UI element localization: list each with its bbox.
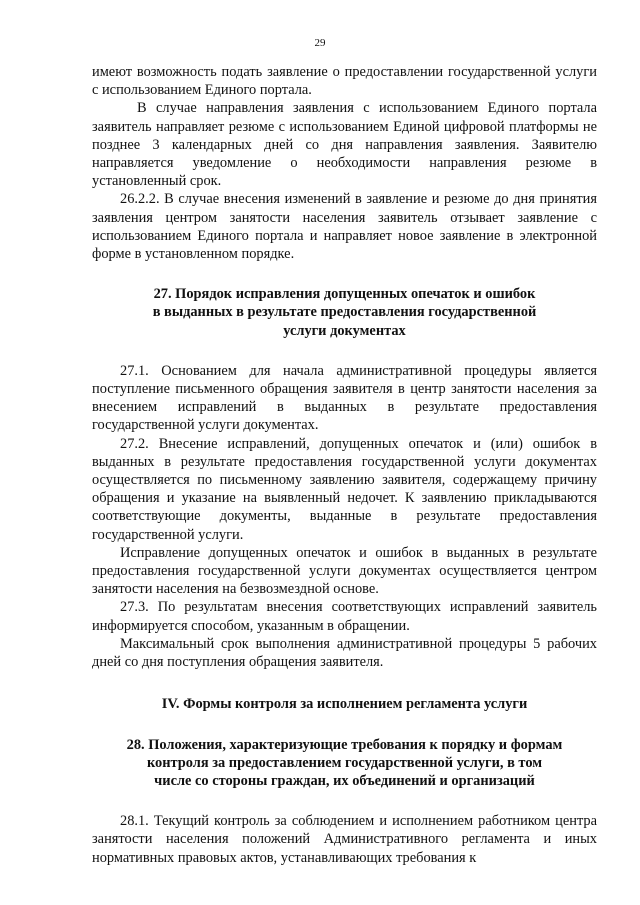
paragraph-27-3: 27.3. По результатам внесения соответствующих исправлений заявитель информируется способом, указанным в обращении. [92, 599, 597, 634]
heading-28-line-1: 28. Положения, характеризующие требования к порядку и формам [126, 736, 563, 753]
heading-28-line-2: контроля за предоставлением государственной услуги, в том [146, 754, 543, 771]
heading-27-line-1: 27. Порядок исправления допущенных опечаток и ошибок [153, 286, 536, 303]
document-body [92, 63, 597, 867]
page-number: 29 [314, 37, 326, 49]
heading-27-line-3: услуги документах [283, 322, 406, 339]
heading-section-28 [92, 736, 597, 791]
paragraph-resume-submission: В случае направления заявления с использованием Единого портала заявитель направляет резюме с использованием Единой цифровой платформы не позднее 3 календарных дней со дня направления заявления. Заявителю направляется уведомление о необходимости направления резюме в установленный срок. [92, 100, 597, 190]
heading-section-iv: IV. Формы контроля за исполнением регламента услуги [161, 696, 528, 713]
heading-27-line-2: в выданных в результате предоставления государственной [152, 304, 537, 321]
paragraph-continuation: имеют возможность подать заявление о предоставлении государственной услуги с использованием Единого портала. [92, 64, 597, 99]
paragraph-27-3-max-term: Максимальный срок выполнения административной процедуры 5 рабочих дней со дня поступления обращения заявителя. [92, 635, 597, 671]
paragraph-27-2-free-of-charge: Исправление допущенных опечаток и ошибок в выданных в результате предоставления государственной услуги документах осуществляется центром занятости населения на безвозмездной основе. [92, 544, 597, 598]
heading-28-line-3: числе со стороны граждан, их объединений и организаций [154, 772, 535, 789]
paragraph-28-1: 28.1. Текущий контроль за соблюдением и исполнением работником центра занятости населения положений Административного регламента и иных нормативных правовых актов, устанавливающих требования к [92, 813, 597, 866]
heading-section-27 [92, 285, 597, 340]
paragraph-27-1: 27.1. Основанием для начала административной процедуры является поступление письменного обращения заявителя в центр занятости населения за внесением исправлений в выданных в результате предоставления государственной услуги документах. [92, 362, 597, 434]
paragraph-27-2: 27.2. Внесение исправлений, допущенных опечаток и (или) ошибок в выданных в результате предоставления государственной услуги документах осуществляется по письменному заявлению заявителя, содержащему причину обращения и указание на выявленный недочет. К заявлению прикладываются соответствующие документы, выданные в результате предоставления государственной услуги. [92, 435, 597, 543]
paragraph-26-2-2: 26.2.2. В случае внесения изменений в заявление и резюме до дня принятия заявления центром занятости населения заявитель отзывает заявление с использованием Единого портала и направляет новое заявление в электронной форме в установленном порядке. [92, 191, 597, 263]
